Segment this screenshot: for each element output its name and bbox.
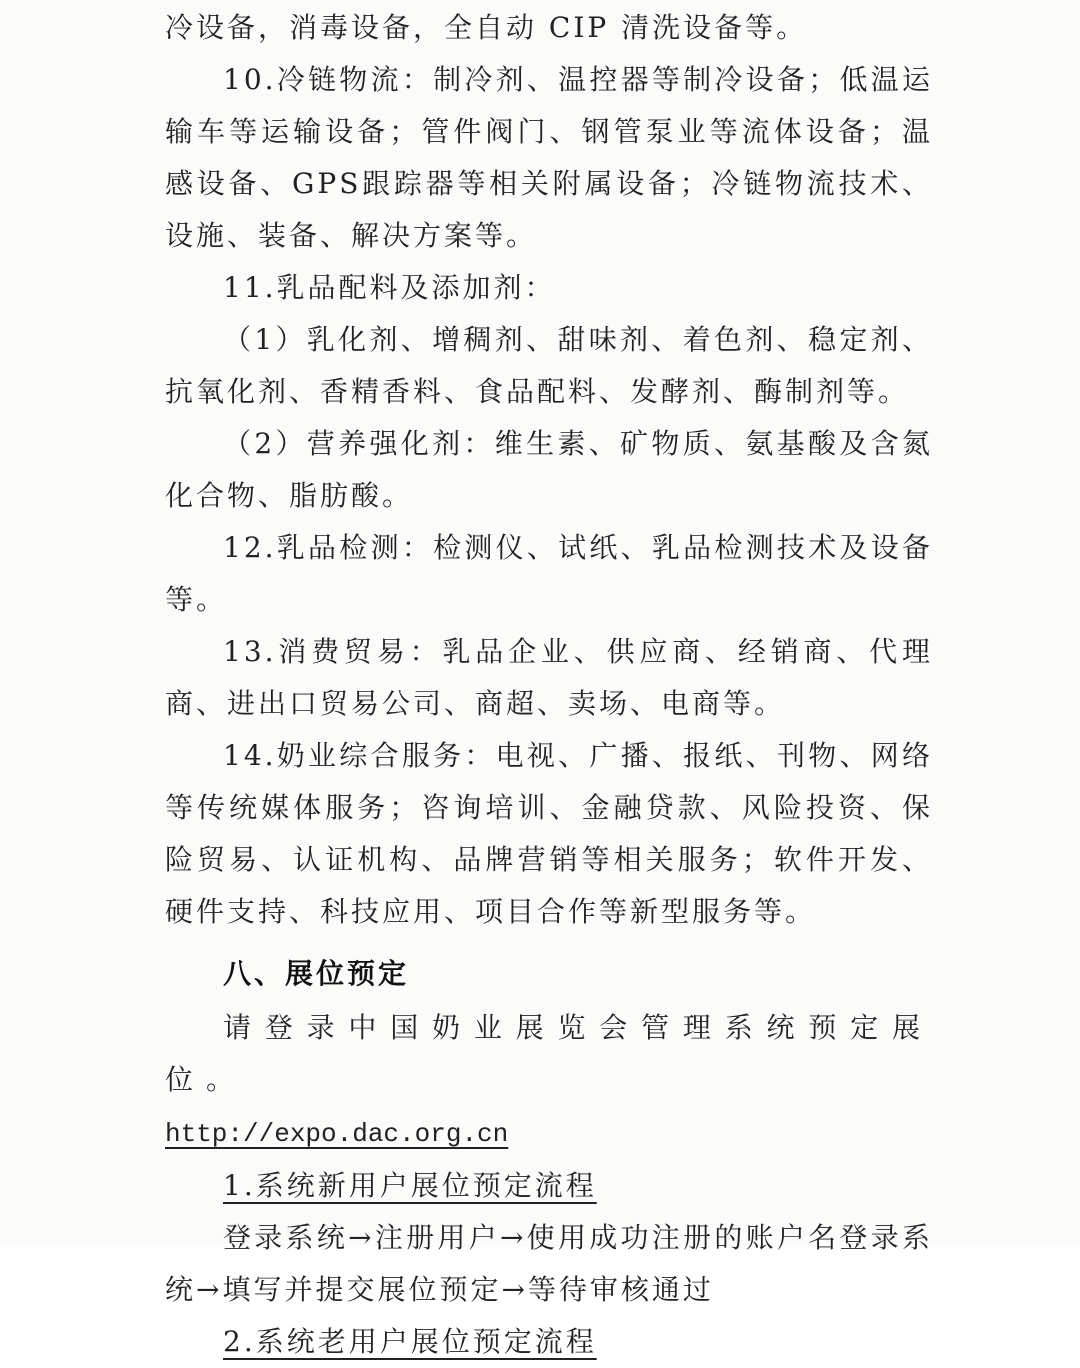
paragraph-nutrition-fortifiers: （2）营养强化剂：维生素、矿物质、氨基酸及含氮化合物、脂肪酸。	[165, 427, 933, 512]
paragraph-dairy-services: 14.奶业综合服务：电视、广播、报纸、刊物、网络等传统媒体服务；咨询培训、金融贷款、风险投资、保险贸易、认证机构、品牌营销等相关服务；软件开发、硬件支持、科技应用、项目合作等新型服务等。	[165, 739, 933, 928]
booking-intro-text: 请登录中国奶业展览会管理系统预定展位。	[165, 1011, 933, 1096]
paragraph-equipment-continued: 冷设备，消毒设备，全自动 CIP 清洗设备等。	[165, 11, 808, 44]
document-body	[165, 2, 933, 1368]
paragraph-food-additives: （1）乳化剂、增稠剂、甜味剂、着色剂、稳定剂、抗氧化剂、香精香料、食品配料、发酵剂、酶制剂等。	[165, 323, 933, 408]
new-user-heading	[165, 1160, 933, 1212]
old-user-heading-text: 2.系统老用户展位预定流程	[223, 1325, 597, 1358]
new-user-heading-text: 1.系统新用户展位预定流程	[223, 1169, 597, 1202]
old-user-heading	[165, 1316, 933, 1368]
paragraph-dairy-testing: 12.乳品检测：检测仪、试纸、乳品检测技术及设备等。	[165, 531, 933, 616]
paragraph-cold-chain-logistics: 10.冷链物流：制冷剂、温控器等制冷设备；低温运输车等运输设备；管件阀门、钢管泵业等流体设备；温感设备、GPS跟踪器等相关附属设备；冷链物流技术、设施、装备、解决方案等。	[165, 63, 933, 252]
booking-url-link[interactable]: http://expo.dac.org.cn	[165, 1119, 509, 1149]
booking-url-line	[165, 1106, 933, 1160]
new-user-flow-text: 登录系统→注册用户→使用成功注册的账户名登录系统→填写并提交展位预定→等待审核通过	[165, 1221, 933, 1306]
paragraph-dairy-ingredients: 11.乳品配料及添加剂：	[223, 271, 556, 304]
paragraph-consumer-trade: 13.消费贸易：乳品企业、供应商、经销商、代理商、进出口贸易公司、商超、卖场、电商等。	[165, 635, 933, 720]
section-heading-booth-booking: 八、展位预定	[223, 957, 410, 990]
